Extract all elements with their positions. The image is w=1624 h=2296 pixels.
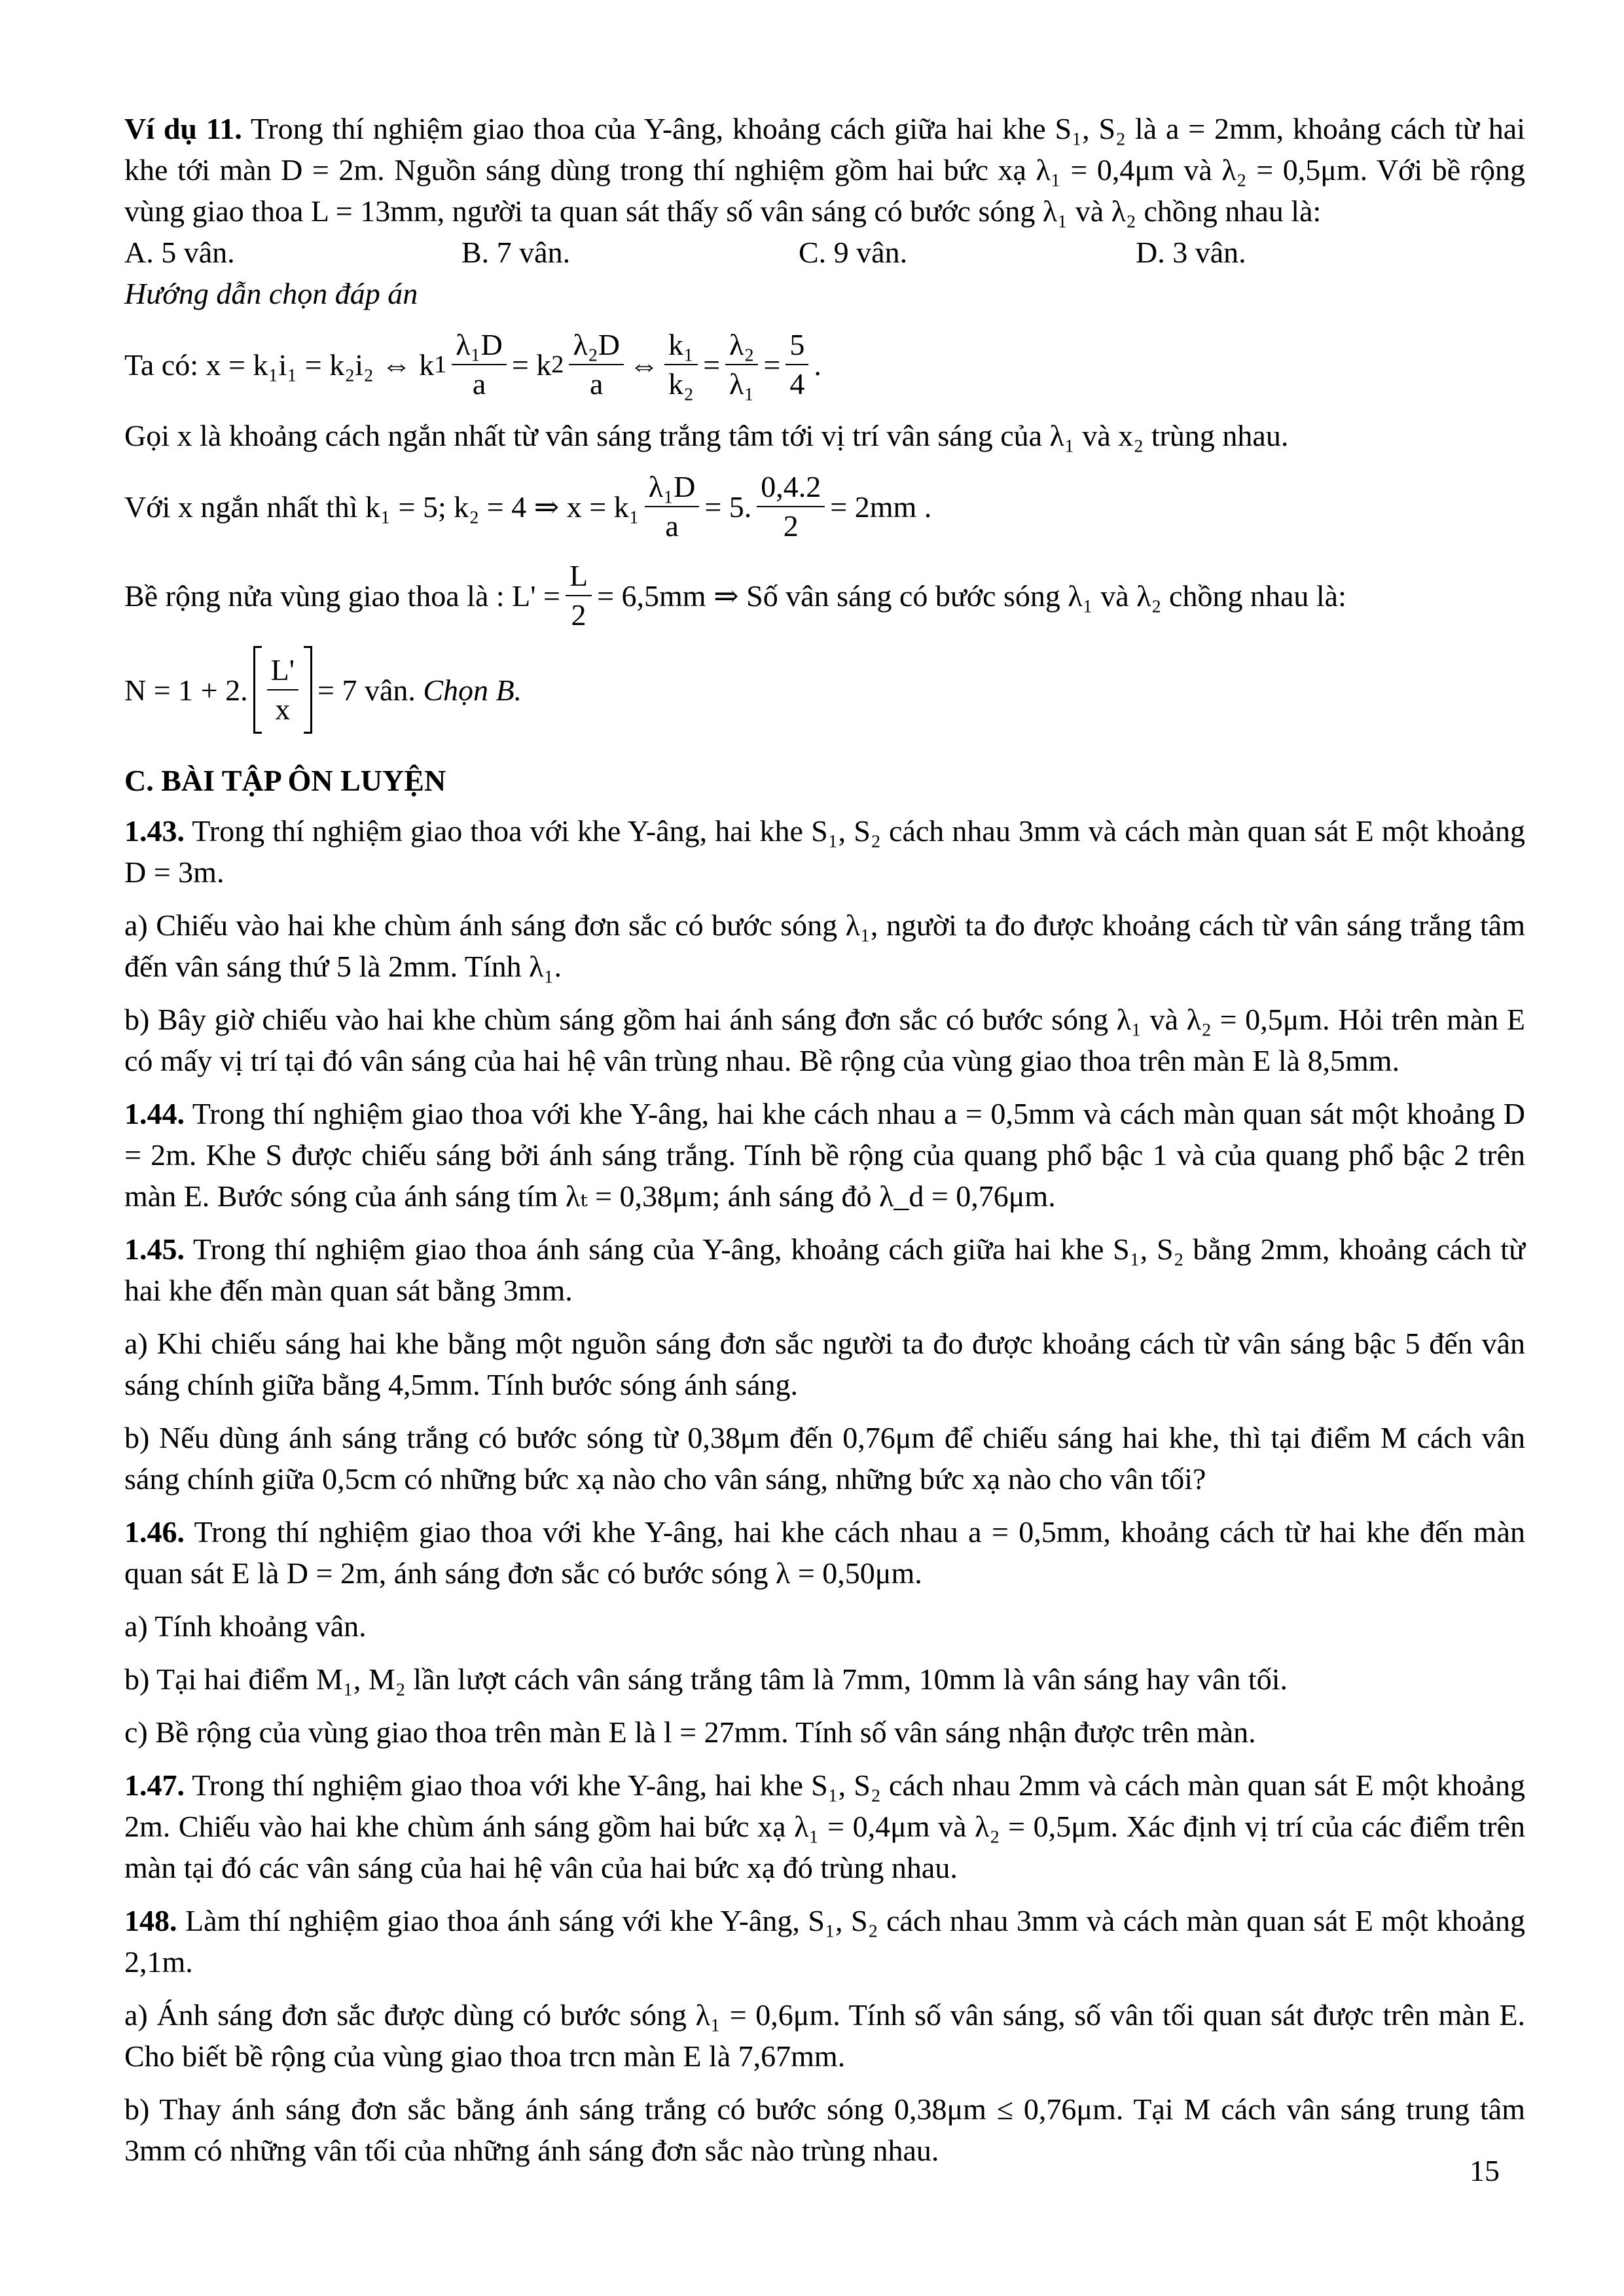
frac-den: 2 — [571, 598, 586, 632]
frac-num: 5 — [785, 326, 808, 365]
frac-den: 2 — [783, 509, 799, 543]
eq1-eq-2: = — [763, 348, 781, 382]
problem-text: Trong thí nghiệm giao thoa với khe Y-âng, hai khe S₁, S₂ cách nhau 2mm và cách màn quan sát E một khoảng 2m. Chiếu vào hai khe chùm ánh sáng gồm hai bức xạ λ₁ = 0,4μm và λ₂ = 0,5μm. Xác định vị trí của các điểm trên màn tại đó các vân sáng của hai hệ vân của hai bức xạ đó trùng nhau. — [124, 1768, 1525, 1884]
choice-a: A. 5 vân. — [124, 236, 235, 269]
problem-1-45 — [124, 1229, 1525, 1311]
equation-2 — [124, 468, 1525, 545]
eq4-prefix: N = 1 + 2. — [124, 673, 248, 707]
example-label: Ví dụ 11. — [124, 112, 242, 145]
problem-number: 1.44. — [124, 1097, 185, 1130]
eq1-end: . — [814, 348, 821, 382]
goi-line: Gọi x là khoảng cách ngắn nhất từ vân sáng trắng tâm tới vị trí vân sáng của λ₁ và x₂ trùng nhau. — [124, 419, 1289, 452]
answer-choices — [124, 232, 1525, 273]
choice-b: B. 7 vân. — [461, 236, 571, 269]
eq1-frac-5 — [785, 326, 808, 403]
problem-text: Trong thí nghiệm giao thoa với khe Y-âng, hai khe S₁, S₂ cách nhau 3mm và cách màn quan sát E một khoảng D = 3m. — [124, 814, 1525, 889]
eq3-end: = 6,5mm ⇒ Số vân sáng có bước sóng λ₁ và λ₂ chồng nhau là: — [597, 579, 1346, 613]
problem-148-part-a: a) Ánh sáng đơn sắc được dùng có bước sóng λ₁ = 0,6μm. Tính số vân sáng, số vân tối quan sát được trên màn E. Cho biết bề rộng của vùng giao thoa trcn màn E là 7,67mm. — [124, 1998, 1525, 2073]
section-title: C. BÀI TẬP ÔN LUYỆN — [124, 764, 446, 797]
frac-num: λ₁D — [645, 468, 700, 507]
problem-1-45-part-a: a) Khi chiếu sáng hai khe bằng một nguồn sáng đơn sắc người ta đo được khoảng cách từ vân sáng bậc 5 đến vân sáng chính giữa bằng 4,5mm. Tính bước sóng ánh sáng. — [124, 1327, 1525, 1401]
eq1-mid: = k — [511, 348, 552, 382]
eq1-frac-2 — [569, 326, 624, 403]
problem-number: 1.43. — [124, 814, 185, 848]
frac-num: L — [566, 557, 592, 596]
problem-1-45-part-b: b) Nếu dùng ánh sáng trắng có bước sóng từ 0,38μm đến 0,76μm để chiếu sáng hai khe, thì tại điểm M cách vân sáng chính giữa 0,5cm có những bức xạ nào cho vân sáng, những bức xạ nào cho vân tối? — [124, 1421, 1525, 1496]
right-bracket — [304, 646, 312, 734]
frac-den: a — [590, 367, 604, 401]
frac-num: λ₂D — [569, 326, 624, 365]
example-paragraph — [124, 108, 1525, 232]
page-content — [124, 108, 1525, 2171]
frac-den: k₂ — [668, 367, 695, 401]
problem-text: Trong thí nghiệm giao thoa với khe Y-âng, hai khe cách nhau a = 0,5mm, khoảng cách từ hai khe đến màn quan sát E là D = 2m, ánh sáng đơn sắc có bước sóng λ = 0,50μm. — [124, 1515, 1526, 1590]
problem-text: Làm thí nghiệm giao thoa ánh sáng với khe Y-âng, S₁, S₂ cách nhau 3mm và cách màn quan sát E một khoảng 2,1m. — [124, 1904, 1526, 1979]
frac-den: a — [665, 509, 679, 543]
frac-den: x — [275, 692, 291, 726]
guide-heading — [124, 273, 1525, 314]
problem-1-46-part-b: b) Tại hai điểm M₁, M₂ lần lượt cách vân sáng trắng tâm là 7mm, 10mm là vân sáng hay vân tối. — [124, 1662, 1288, 1696]
problem-number: 148. — [124, 1904, 177, 1937]
eq1-frac-4 — [725, 326, 758, 403]
problem-1-46 — [124, 1511, 1525, 1594]
eq1-sub2: 2 — [551, 350, 564, 378]
problem-1-46-part-c: c) Bề rộng của vùng giao thoa trên màn E là l = 27mm. Tính số vân sáng nhận được trên màn. — [124, 1715, 1256, 1749]
problem-text: Trong thí nghiệm giao thoa với khe Y-âng, hai khe cách nhau a = 0,5mm và cách màn quan sát một khoảng D = 2m. Khe S được chiếu sáng bởi ánh sáng trắng. Tính bề rộng của quang phổ bậc 1 và của quang phổ bậc 2 trên màn E. Bước sóng của ánh sáng tím λₜ = 0,38μm; ánh sáng đỏ λ_d = 0,76μm. — [124, 1097, 1526, 1213]
choice-d: D. 3 vân. — [1136, 236, 1246, 269]
problem-1-43-part-b: b) Bây giờ chiếu vào hai khe chùm sáng gồm hai ánh sáng đơn sắc có bước sóng λ₁ và λ₂ = 0,5μm. Hỏi trên màn E có mấy vị trí tại đó vân sáng của hai hệ vân trùng nhau. Bề rộng của vùng giao thoa trên màn E là 8,5mm. — [124, 1003, 1525, 1077]
eq1-eq-1: = — [703, 348, 721, 382]
problem-number: 1.45. — [124, 1232, 185, 1266]
eq2-prefix: Với x ngắn nhất thì k₁ = 5; k₂ = 4 ⇒ x = k₁ — [124, 490, 640, 524]
eq2-frac-1 — [645, 468, 700, 545]
frac-num: 0,4.2 — [757, 468, 825, 507]
frac-num: λ₁D — [452, 326, 507, 365]
problem-148 — [124, 1900, 1525, 1982]
problem-number: 1.47. — [124, 1768, 185, 1802]
eq3-frac — [566, 557, 592, 634]
eq1-prefix: Ta có: x = k₁i₁ = k₂i₂ ⇔ k — [124, 348, 435, 382]
page-number: 15 — [1470, 2154, 1500, 2187]
eq1-iff: ⇔ — [629, 348, 660, 382]
frac-den: a — [472, 367, 486, 401]
frac-num: k₁ — [664, 326, 698, 365]
problem-1-47 — [124, 1765, 1525, 1888]
eq2-mid: = 5. — [704, 490, 752, 524]
equation-4 — [124, 646, 1525, 734]
equation-3 — [124, 557, 1525, 634]
problem-1-44 — [124, 1093, 1525, 1217]
frac-den: λ₁ — [729, 367, 755, 401]
frac-num: L' — [267, 651, 298, 691]
eq4-answer: Chọn B. — [423, 673, 522, 707]
guide-text: Hướng dẫn chọn đáp án — [124, 277, 418, 310]
problem-number: 1.46. — [124, 1515, 185, 1549]
eq1-frac-1 — [452, 326, 507, 403]
eq2-frac-2 — [757, 468, 825, 545]
problem-1-43 — [124, 810, 1525, 893]
example-text: Trong thí nghiệm giao thoa của Y-âng, khoảng cách giữa hai khe S₁, S₂ là a = 2mm, khoảng cách từ hai khe tới màn D = 2m. Nguồn sáng dùng trong thí nghiệm gồm hai bức xạ λ₁ = 0,4μm và λ₂ = 0,5μm. Với bề rộng vùng giao thoa L = 13mm, người ta quan sát thấy số vân sáng có bước sóng λ₁ và λ₂ chồng nhau là: — [124, 112, 1525, 228]
eq4-frac — [267, 651, 298, 728]
left-bracket — [253, 646, 262, 734]
problem-1-46-part-a: a) Tính khoảng vân. — [124, 1609, 367, 1643]
problem-1-43-part-a: a) Chiếu vào hai khe chùm ánh sáng đơn sắc có bước sóng λ₁, người ta đo được khoảng cách từ vân sáng trắng tâm đến vân sáng thứ 5 là 2mm. Tính λ₁. — [124, 908, 1525, 983]
frac-num: λ₂ — [725, 326, 758, 365]
problem-text: Trong thí nghiệm giao thoa ánh sáng của Y-âng, khoảng cách giữa hai khe S₁, S₂ bằng 2mm, khoảng cách từ hai khe đến màn quan sát bằng 3mm. — [124, 1232, 1526, 1307]
eq3-prefix: Bề rộng nửa vùng giao thoa là : L' = — [124, 579, 560, 613]
problem-148-part-b: b) Thay ánh sáng đơn sắc bằng ánh sáng trắng có bước sóng 0,38μm ≤ 0,76μm. Tại M cách vân sáng trung tâm 3mm có những vân tối của những ánh sáng đơn sắc nào trùng nhau. — [124, 2092, 1525, 2167]
floor-bracket — [253, 646, 312, 734]
eq1-sub1: 1 — [434, 350, 447, 378]
eq2-end: = 2mm . — [830, 490, 932, 524]
eq4-end: = 7 vân. — [317, 673, 416, 707]
frac-den: 4 — [789, 367, 805, 401]
equation-1 — [124, 326, 1525, 403]
choice-c: C. 9 vân. — [799, 236, 908, 269]
eq1-frac-3 — [664, 326, 698, 403]
